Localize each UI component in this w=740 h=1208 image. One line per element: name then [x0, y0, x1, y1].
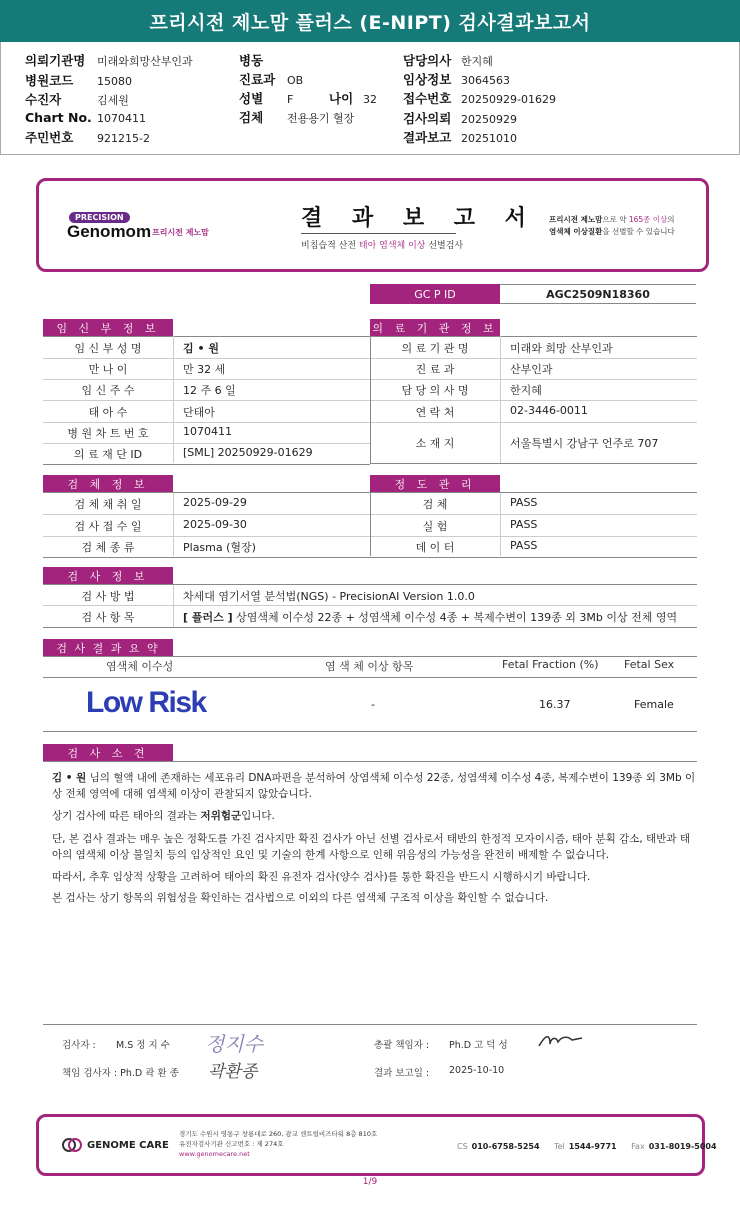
cs-label: CS	[457, 1142, 468, 1151]
report-title-bar	[0, 0, 740, 42]
field-key: 의뢰기관명	[25, 53, 86, 68]
director-label: 총괄 책임자 :	[374, 1040, 430, 1051]
patient-header	[0, 42, 740, 155]
specimen-field-value: Plasma (혈장)	[183, 541, 256, 554]
col-divider	[500, 492, 501, 556]
findings-text: 님의 혈액 내에 존재하는 세포유리 DNA파편을 분석하여 상염색체 이수성 22종, 성염색체 이수성 4종, 복제수변이 139종 외 3Mb 이상 전체 영역에 대해 염색체 이상이 관찰되지 않았습니다.	[52, 772, 696, 800]
pregnant-field-value: 김 • 원	[183, 342, 219, 355]
findings-paragraph-2	[52, 808, 697, 824]
institution-field-value: 한지혜	[510, 384, 542, 398]
col-divider	[173, 336, 174, 463]
pregnant-field-label: 태 아 수	[88, 405, 128, 419]
field-value: 20250929-01629	[461, 93, 556, 106]
header-field	[25, 90, 129, 108]
header-field	[329, 89, 377, 107]
header-field	[239, 70, 303, 88]
institution-field-value: 02-3446-0011	[510, 403, 588, 417]
test-method-label: 검 사 방 법	[81, 590, 135, 603]
field-value: 3064563	[461, 74, 510, 87]
field-value: 전용용기 혈장	[287, 112, 355, 125]
section-summary: 검 사 결 과 요 약	[43, 639, 173, 656]
header-field	[403, 70, 510, 88]
institution-field-label: 의 료 기 관 명	[401, 342, 469, 355]
license-line: 유전자검사기관 신고번호 : 제 274호	[179, 1140, 284, 1148]
footer-box	[36, 1114, 717, 1176]
field-value: 32	[363, 93, 377, 106]
findings-text: 입니다.	[241, 810, 275, 822]
row-divider	[43, 358, 370, 359]
qc-field-value: PASS	[510, 496, 538, 509]
field-value: 한지혜	[461, 55, 493, 68]
header-field	[403, 51, 493, 69]
banner-tagline	[549, 214, 675, 238]
tel-label: Tel	[554, 1142, 565, 1151]
row-divider	[43, 492, 697, 493]
row-divider	[370, 379, 697, 380]
field-value: 김세원	[97, 94, 129, 107]
row-divider	[43, 584, 697, 585]
section-findings: 검 사 소 견	[43, 744, 173, 761]
pregnant-field-label: 의 료 재 단 ID	[73, 448, 143, 461]
examiner-signature: 정지수	[205, 1032, 263, 1056]
findings-paragraph-1	[52, 770, 697, 802]
genome-care-icon	[61, 1137, 83, 1153]
row-divider	[43, 379, 370, 380]
row-divider	[43, 464, 370, 465]
patient-name: 김 • 원	[52, 772, 87, 784]
col-divider	[370, 492, 371, 556]
section-qc-info: 정 도 관 리	[370, 475, 500, 492]
pregnant-field-label: 병 원 차 트 번 호	[67, 426, 149, 440]
result-fetal-fraction: 16.37	[539, 698, 571, 711]
header-field	[403, 109, 517, 127]
genomom-logo: Genomom	[67, 222, 152, 241]
field-key: 성별	[239, 91, 264, 106]
col-divider	[500, 336, 501, 463]
test-items-value	[183, 609, 677, 625]
col-header-fetal-fraction: Fetal Fraction (%)	[502, 658, 599, 671]
qc-field-label: 데 이 터	[415, 541, 455, 554]
field-value: F	[287, 93, 294, 106]
header-field	[403, 128, 517, 146]
genome-care-logo	[61, 1137, 169, 1153]
row-divider	[43, 656, 697, 657]
website-link[interactable]: www.genomecare.net	[179, 1150, 250, 1158]
fax-number: 031-8019-5004	[648, 1142, 717, 1151]
header-field	[25, 51, 193, 69]
col-header-abnormal-items: 염 색 체 이상 항목	[325, 660, 414, 673]
field-value: 921215-2	[97, 132, 150, 145]
field-key: 수진자	[25, 92, 62, 107]
header-field	[25, 71, 132, 89]
specimen-field-label: 검 체 종 류	[81, 541, 135, 554]
tagline-text: 으로 약	[602, 215, 629, 224]
header-field	[239, 108, 354, 126]
institution-field-value: 서울특별시 강남구 언주로 707	[510, 437, 659, 450]
findings-text: 상기 검사에 따른 태아의 결과는	[52, 810, 201, 822]
fax-label: Fax	[631, 1142, 645, 1151]
row-divider	[370, 358, 697, 359]
subtitle-text: 비침습적 산전	[301, 241, 359, 251]
row-divider	[43, 605, 697, 606]
result-fetal-sex: Female	[634, 698, 674, 711]
field-value: 15080	[97, 75, 132, 88]
field-key: 병동	[239, 53, 264, 68]
result-low-risk: Low Risk	[86, 686, 206, 719]
director-signature	[536, 1030, 586, 1052]
report-date-label: 결과 보고일 :	[374, 1068, 430, 1079]
field-value: 미래와희망산부인과	[97, 55, 193, 68]
section-pregnant-info: 임 신 부 정 보	[43, 319, 173, 336]
section-test-info: 검 사 정 보	[43, 567, 173, 584]
qc-field-value: PASS	[510, 539, 538, 552]
pregnant-field-value: 만 32 세	[183, 363, 226, 377]
responsible-signature: 곽환종	[208, 1062, 258, 1082]
section-specimen-info: 검 체 정 보	[43, 475, 173, 492]
pregnant-field-value: [SML] 20250929-01629	[183, 446, 313, 459]
row-divider	[43, 627, 697, 628]
row-divider	[370, 400, 697, 401]
findings-paragraph-3: 단, 본 검사 결과는 매우 높은 정확도를 가진 검사지만 확진 검사가 아닌 선별 검사로서 태반의 한정적 모자이시즘, 태아 분획 감소, 태반과 태아의 염색체 이상 불일치 등의 임상적인 요인 및 기술의 한계 사항으로 인해 위음성의 가능성을 완전히 배제할 수 없습니다.	[52, 833, 690, 861]
col-divider	[173, 492, 174, 556]
pregnant-field-label: 임 신 부 성 명	[74, 342, 142, 355]
field-value: 1070411	[97, 112, 146, 125]
header-field	[25, 128, 150, 146]
row-divider	[370, 422, 697, 423]
pregnant-field-value: 단태아	[183, 405, 215, 419]
field-value: OB	[287, 74, 304, 87]
pregnant-field-value: 1070411	[183, 424, 232, 438]
qc-field-value: PASS	[510, 517, 538, 531]
col-header-aneuploidy: 염색체 이수성	[106, 660, 174, 673]
test-method-value: 차세대 염기서열 분석법(NGS) - PrecisionAI Version 1.0.0	[183, 590, 475, 603]
specimen-field-label: 검 체 채 취 일	[74, 498, 142, 511]
header-field	[25, 110, 146, 125]
field-key: 진료과	[239, 72, 276, 87]
field-value: 20250929	[461, 113, 517, 126]
findings-paragraph-4: 따라서, 추후 임상적 상황을 고려하여 태아의 확진 유전자 검사(양수 검사)를 통한 확진을 반드시 시행하시기 바랍니다.	[52, 871, 591, 883]
field-key: 임상정보	[403, 72, 452, 87]
header-field	[239, 51, 287, 69]
institution-field-label: 연 락 처	[415, 405, 455, 419]
row-divider	[43, 557, 697, 558]
report-subtitle	[301, 238, 463, 251]
field-key: Chart No.	[25, 110, 92, 125]
genomom-logo-kr: 프리시전 제노맘	[152, 228, 209, 237]
row-divider	[370, 463, 697, 464]
company-address	[179, 1129, 377, 1159]
field-key: 주민번호	[25, 130, 74, 145]
report-heading: 결 과 보 고 서	[301, 206, 537, 231]
field-key: 담당의사	[403, 53, 452, 68]
qc-field-label: 실 험	[422, 519, 448, 533]
row-divider	[43, 443, 370, 444]
field-key: 나이	[329, 91, 354, 106]
qc-field-label: 검 체	[422, 498, 448, 511]
tagline-text: 의	[667, 215, 675, 224]
tagline-highlight: 165종 이상	[628, 215, 668, 224]
report-date: 2025-10-10	[449, 1065, 505, 1076]
header-field	[239, 89, 293, 107]
specimen-field-value: 2025-09-29	[183, 496, 247, 509]
col-header-fetal-sex: Fetal Sex	[624, 658, 675, 671]
tagline-text: 프리시전 제노맘	[549, 215, 603, 224]
signature-divider	[43, 1024, 697, 1025]
field-value: 20251010	[461, 132, 517, 145]
row-divider	[43, 677, 697, 678]
examiner-label: 검사자 :	[62, 1040, 96, 1051]
field-key: 병원코드	[25, 73, 74, 88]
subtitle-highlight: 태아 염색체 이상	[358, 241, 426, 251]
pregnant-field-label: 만 나 이	[88, 363, 128, 377]
gcpid-label: GC P ID	[370, 284, 500, 304]
institution-field-value: 미래와 희망 산부인과	[510, 342, 613, 355]
test-items-text: 상염색체 이수성 22종 + 성염색체 이수성 4종 + 복제수변이 139종 외 3Mb 이상 전체 영역	[232, 611, 678, 624]
gcpid-value: AGC2509N18360	[500, 284, 696, 304]
tel-number: 1544-9771	[568, 1142, 617, 1151]
cs-number: 010-6758-5254	[471, 1142, 540, 1151]
subtitle-text: 선별검사	[425, 241, 464, 251]
field-key: 결과보고	[403, 130, 452, 145]
report-title: 프리시전 제노맘 플러스 (E-NIPT) 검사결과보고서	[149, 11, 591, 34]
header-field	[403, 89, 556, 107]
specimen-field-label: 검 사 접 수 일	[74, 519, 142, 533]
precision-badge: PRECISION	[69, 212, 130, 223]
institution-field-label: 진 료 과	[415, 363, 455, 377]
page-number: 1/9	[362, 1177, 378, 1187]
company-name: GENOME CARE	[87, 1139, 169, 1151]
findings-paragraph-5: 본 검사는 상기 항목의 위험성을 확인하는 검사법으로 이외의 다른 염색체 구조적 이상을 확인할 수 없습니다.	[52, 892, 549, 904]
row-divider	[43, 731, 697, 732]
contact-numbers	[457, 1142, 717, 1151]
address-line: 경기도 수원시 영통구 창룡대로 260, 광교 센트럴비즈타워 8층 810호	[179, 1130, 378, 1138]
test-items-label: 검 사 항 목	[81, 611, 135, 624]
heading-divider	[301, 233, 456, 234]
institution-field-value: 산부인과	[510, 363, 553, 377]
row-divider	[43, 400, 370, 401]
row-divider	[43, 422, 370, 423]
responsible-examiner: 책임 검사자 : Ph.D 곽 환 종	[62, 1068, 179, 1079]
field-key: 검체	[239, 110, 264, 125]
pregnant-field-value: 12 주 6 일	[183, 384, 236, 398]
specimen-field-value: 2025-09-30	[183, 517, 247, 531]
report-banner	[36, 178, 709, 272]
field-key: 검사의뢰	[403, 111, 452, 126]
test-items-bold: [ 플러스 ]	[183, 611, 233, 624]
tagline-text: 염색체 이상질환	[549, 227, 603, 236]
result-abnormal-items: -	[371, 698, 375, 711]
pregnant-field-label: 임 신 주 수	[81, 384, 135, 398]
institution-field-label: 소 재 지	[415, 437, 455, 450]
institution-field-label: 담 당 의 사 명	[401, 384, 469, 398]
examiner-name: M.S 정 지 수	[116, 1040, 170, 1051]
risk-group: 저위험군	[200, 810, 242, 822]
row-divider	[43, 761, 697, 762]
col-divider	[370, 336, 371, 463]
director-name: Ph.D 고 덕 성	[449, 1040, 508, 1051]
field-key: 접수번호	[403, 91, 452, 106]
tagline-text: 을 선별할 수 있습니다	[602, 227, 675, 236]
section-institution-info: 의 료 기 관 정 보	[370, 319, 500, 336]
